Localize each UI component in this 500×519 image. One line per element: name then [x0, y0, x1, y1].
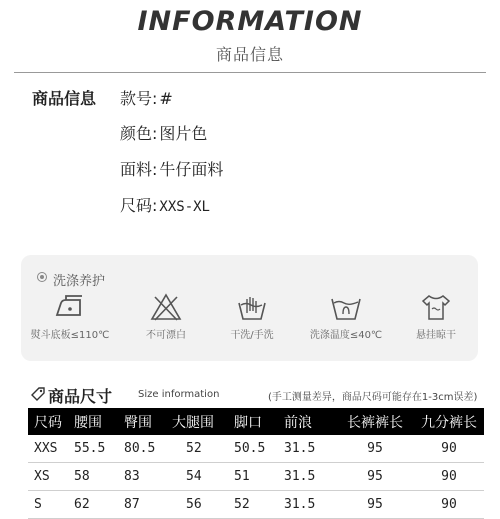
hang-dry-icon [419, 293, 453, 321]
info-key: 颜色: [120, 124, 158, 143]
tag-icon [30, 386, 46, 402]
size-section-header [0, 384, 500, 406]
cell-front-rise: 31.5 [284, 463, 336, 491]
info-row-fabric [120, 157, 223, 180]
wash-temperature-icon [329, 293, 363, 321]
care-label: 洗涤温度≤40℃ [309, 330, 383, 341]
header-subtitle: 商品信息 [215, 45, 284, 64]
no-bleach-icon [149, 293, 183, 321]
size-subtitle-en: Size information [138, 389, 220, 400]
header-divider [14, 72, 486, 73]
care-label: 干洗/手洗 [230, 330, 274, 341]
info-value: 牛仔面料 [159, 160, 224, 179]
cell-thigh: 52 [172, 435, 234, 463]
info-key: 款号: [120, 89, 158, 108]
size-table-header-row [28, 408, 484, 435]
header-cell: 九分裤长 [414, 408, 484, 435]
care-label: 熨斗底板≤110℃ [30, 330, 110, 341]
info-value: 图片色 [159, 124, 208, 143]
cell-ankle-length: 90 [414, 435, 484, 463]
care-item-hang-dry [391, 293, 481, 341]
cell-full-length: 95 [336, 435, 414, 463]
cell-size: XXS [28, 435, 74, 463]
cell-thigh: 54 [172, 463, 234, 491]
info-key: 尺码: [120, 196, 158, 215]
header-cell: 脚口 [234, 408, 284, 435]
table-row [28, 463, 484, 491]
cell-hip: 87 [124, 491, 172, 519]
care-item-wash-temp [301, 293, 391, 341]
care-label: 悬挂晾干 [416, 330, 456, 341]
cell-ankle-length: 90 [414, 463, 484, 491]
size-title: 商品尺寸 [48, 387, 113, 406]
care-item-no-bleach [121, 293, 211, 341]
header-cell: 前浪 [284, 408, 336, 435]
cell-thigh: 56 [172, 491, 234, 519]
cell-waist: 55.5 [74, 435, 124, 463]
care-title: 洗涤养护 [53, 274, 106, 289]
cell-front-rise: 31.5 [284, 435, 336, 463]
cell-hem: 50.5 [234, 435, 284, 463]
info-row-style [120, 86, 173, 109]
cell-waist: 58 [74, 463, 124, 491]
info-row-size [120, 193, 210, 216]
cell-hip: 83 [124, 463, 172, 491]
table-row [28, 491, 484, 519]
table-row [28, 435, 484, 463]
cell-full-length: 95 [336, 491, 414, 519]
cell-hip: 80.5 [124, 435, 172, 463]
info-row-color [120, 121, 207, 144]
info-value: XXS-XL [159, 199, 210, 215]
size-note: (手工测量差异，商品尺码可能存在1-3cm误差) [268, 392, 478, 403]
info-value: # [159, 89, 173, 108]
size-table [28, 408, 484, 519]
header-cell: 长裤裤长 [336, 408, 414, 435]
header-cell: 臀围 [124, 408, 172, 435]
iron-icon [53, 293, 87, 321]
cell-hem: 52 [234, 491, 284, 519]
cell-waist: 62 [74, 491, 124, 519]
header-cell: 腰围 [74, 408, 124, 435]
info-section-label: 商品信息 [32, 89, 97, 108]
header-title: INFORMATION [137, 6, 363, 37]
dry-clean-handwash-icon [235, 293, 269, 321]
care-item-dry-clean [207, 293, 297, 341]
header-cell: 大腿围 [172, 408, 234, 435]
cell-size: S [28, 491, 74, 519]
care-bullet-icon [37, 272, 47, 282]
info-key: 面料: [120, 160, 158, 179]
care-panel [21, 255, 478, 361]
care-label: 不可漂白 [146, 330, 186, 341]
care-item-iron [25, 293, 115, 341]
cell-front-rise: 31.5 [284, 491, 336, 519]
cell-ankle-length: 90 [414, 491, 484, 519]
header-cell: 尺码 [28, 408, 74, 435]
cell-full-length: 95 [336, 463, 414, 491]
cell-size: XS [28, 463, 74, 491]
cell-hem: 51 [234, 463, 284, 491]
